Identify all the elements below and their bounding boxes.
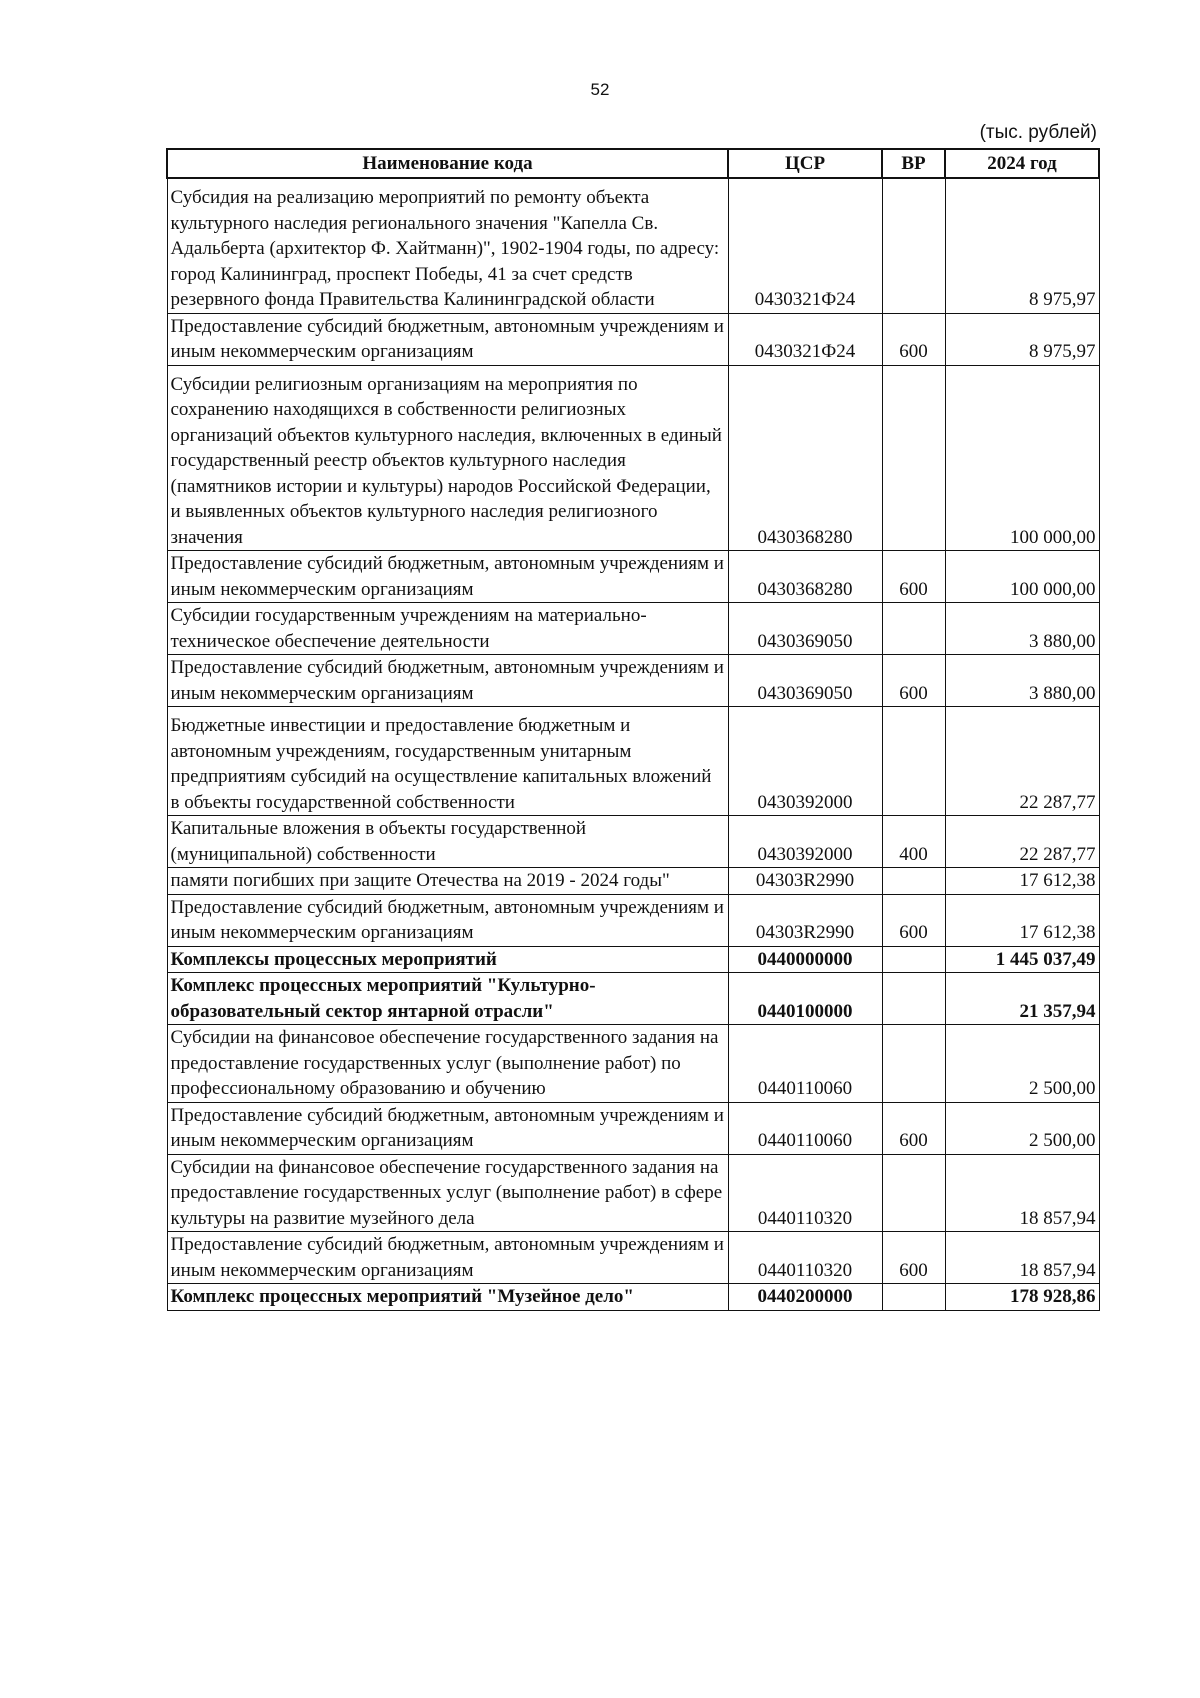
row-csr: 0430368280 (728, 365, 882, 551)
page-number: 52 (590, 80, 610, 99)
row-vr (882, 946, 945, 973)
table-row (167, 816, 1099, 868)
header-name: Наименование кода (167, 149, 728, 178)
row-name: Комплекс процессных мероприятий "Музейное дело" (167, 1284, 728, 1311)
table-row (167, 313, 1099, 365)
row-csr: 0430321Ф24 (728, 313, 882, 365)
row-csr: 0440100000 (728, 973, 882, 1025)
row-name: Субсидии государственным учреждениям на материально-техническое обеспечение деятельности (167, 603, 728, 655)
header-csr: ЦСР (728, 149, 882, 178)
table-row (167, 868, 1099, 895)
row-sum: 1 445 037,49 (945, 946, 1099, 973)
header-year: 2024 год (945, 149, 1099, 178)
row-csr: 0430369050 (728, 655, 882, 707)
row-csr: 04303R2990 (728, 894, 882, 946)
row-sum: 2 500,00 (945, 1025, 1099, 1103)
row-vr (882, 365, 945, 551)
row-sum: 22 287,77 (945, 816, 1099, 868)
row-vr (882, 973, 945, 1025)
row-name: Предоставление субсидий бюджетным, автономным учреждениям и иным некоммерческим организациям (167, 1102, 728, 1154)
row-csr: 0440200000 (728, 1284, 882, 1311)
table-row (167, 1025, 1099, 1103)
row-sum: 8 975,97 (945, 313, 1099, 365)
row-name: Комплекс процессных мероприятий "Культурно-образовательный сектор янтарной отрасли" (167, 973, 728, 1025)
row-name: Субсидии на финансовое обеспечение государственного задания на предоставление государственных услуг (выполнение работ) в сфере культуры на развитие музейного дела (167, 1154, 728, 1232)
row-name: Предоставление субсидий бюджетным, автономным учреждениям и иным некоммерческим организациям (167, 551, 728, 603)
table-row (167, 946, 1099, 973)
table-row (167, 178, 1099, 313)
row-sum: 2 500,00 (945, 1102, 1099, 1154)
row-sum: 18 857,94 (945, 1232, 1099, 1284)
row-vr: 400 (882, 816, 945, 868)
row-vr (882, 178, 945, 313)
table-row (167, 707, 1099, 816)
row-csr: 0430368280 (728, 551, 882, 603)
row-sum: 8 975,97 (945, 178, 1099, 313)
table-header-row (167, 149, 1099, 178)
units-label: (тыс. рублей) (979, 122, 1097, 143)
row-sum: 21 357,94 (945, 973, 1099, 1025)
row-name: Комплексы процессных мероприятий (167, 946, 728, 973)
row-sum: 100 000,00 (945, 551, 1099, 603)
row-name: Капитальные вложения в объекты государственной (муниципальной) собственности (167, 816, 728, 868)
budget-table (166, 148, 1100, 1311)
row-sum: 17 612,38 (945, 894, 1099, 946)
row-sum: 3 880,00 (945, 655, 1099, 707)
row-name: Предоставление субсидий бюджетным, автономным учреждениям и иным некоммерческим организациям (167, 1232, 728, 1284)
table-row (167, 1154, 1099, 1232)
row-vr: 600 (882, 1102, 945, 1154)
table-row (167, 894, 1099, 946)
table-row (167, 1232, 1099, 1284)
row-vr (882, 603, 945, 655)
row-name: Субсидия на реализацию мероприятий по ремонту объекта культурного наследия регионального значения "Капелла Св. Адальберта (архитектор Ф. Хайтманн)", 1902-1904 годы, по адресу: город Калининград, проспект Победы, 41 за счет средств резервного фонда Правительства Калининградской области (167, 178, 728, 313)
row-csr: 04303R2990 (728, 868, 882, 895)
row-sum: 178 928,86 (945, 1284, 1099, 1311)
table-row (167, 655, 1099, 707)
row-csr: 0440110060 (728, 1102, 882, 1154)
row-name: Предоставление субсидий бюджетным, автономным учреждениям и иным некоммерческим организациям (167, 655, 728, 707)
row-csr: 0440110320 (728, 1154, 882, 1232)
row-vr (882, 868, 945, 895)
row-csr: 0430369050 (728, 603, 882, 655)
row-sum: 3 880,00 (945, 603, 1099, 655)
row-name: памяти погибших при защите Отечества на 2019 - 2024 годы" (167, 868, 728, 895)
row-vr (882, 1154, 945, 1232)
row-name: Субсидии религиозным организациям на мероприятия по сохранению находящихся в собственности религиозных организаций объектов культурного наследия, включенных в единый государственный реестр объектов культурного наследия (памятников истории и культуры) народов Российской Федерации, и выявленных объектов культурного наследия религиозного значения (167, 365, 728, 551)
row-name: Субсидии на финансовое обеспечение государственного задания на предоставление государственных услуг (выполнение работ) по профессиональному образованию и обучению (167, 1025, 728, 1103)
row-name: Предоставление субсидий бюджетным, автономным учреждениям и иным некоммерческим организациям (167, 313, 728, 365)
header-vr: ВР (882, 149, 945, 178)
row-csr: 0440110060 (728, 1025, 882, 1103)
table-row (167, 365, 1099, 551)
table-row (167, 1284, 1099, 1311)
row-name: Предоставление субсидий бюджетным, автономным учреждениям и иным некоммерческим организациям (167, 894, 728, 946)
row-vr: 600 (882, 1232, 945, 1284)
row-vr: 600 (882, 551, 945, 603)
row-vr (882, 1284, 945, 1311)
row-sum: 22 287,77 (945, 707, 1099, 816)
row-name: Бюджетные инвестиции и предоставление бюджетным и автономным учреждениям, государственным унитарным предприятиям субсидий на осуществление капитальных вложений в объекты государственной собственности (167, 707, 728, 816)
row-vr: 600 (882, 313, 945, 365)
row-csr: 0440110320 (728, 1232, 882, 1284)
row-csr: 0430392000 (728, 707, 882, 816)
row-vr (882, 707, 945, 816)
row-sum: 18 857,94 (945, 1154, 1099, 1232)
table-row (167, 973, 1099, 1025)
table-row (167, 551, 1099, 603)
row-csr: 0440000000 (728, 946, 882, 973)
row-sum: 100 000,00 (945, 365, 1099, 551)
row-csr: 0430392000 (728, 816, 882, 868)
row-vr: 600 (882, 894, 945, 946)
row-vr (882, 1025, 945, 1103)
table-row (167, 603, 1099, 655)
table-row (167, 1102, 1099, 1154)
row-csr: 0430321Ф24 (728, 178, 882, 313)
row-sum: 17 612,38 (945, 868, 1099, 895)
row-vr: 600 (882, 655, 945, 707)
